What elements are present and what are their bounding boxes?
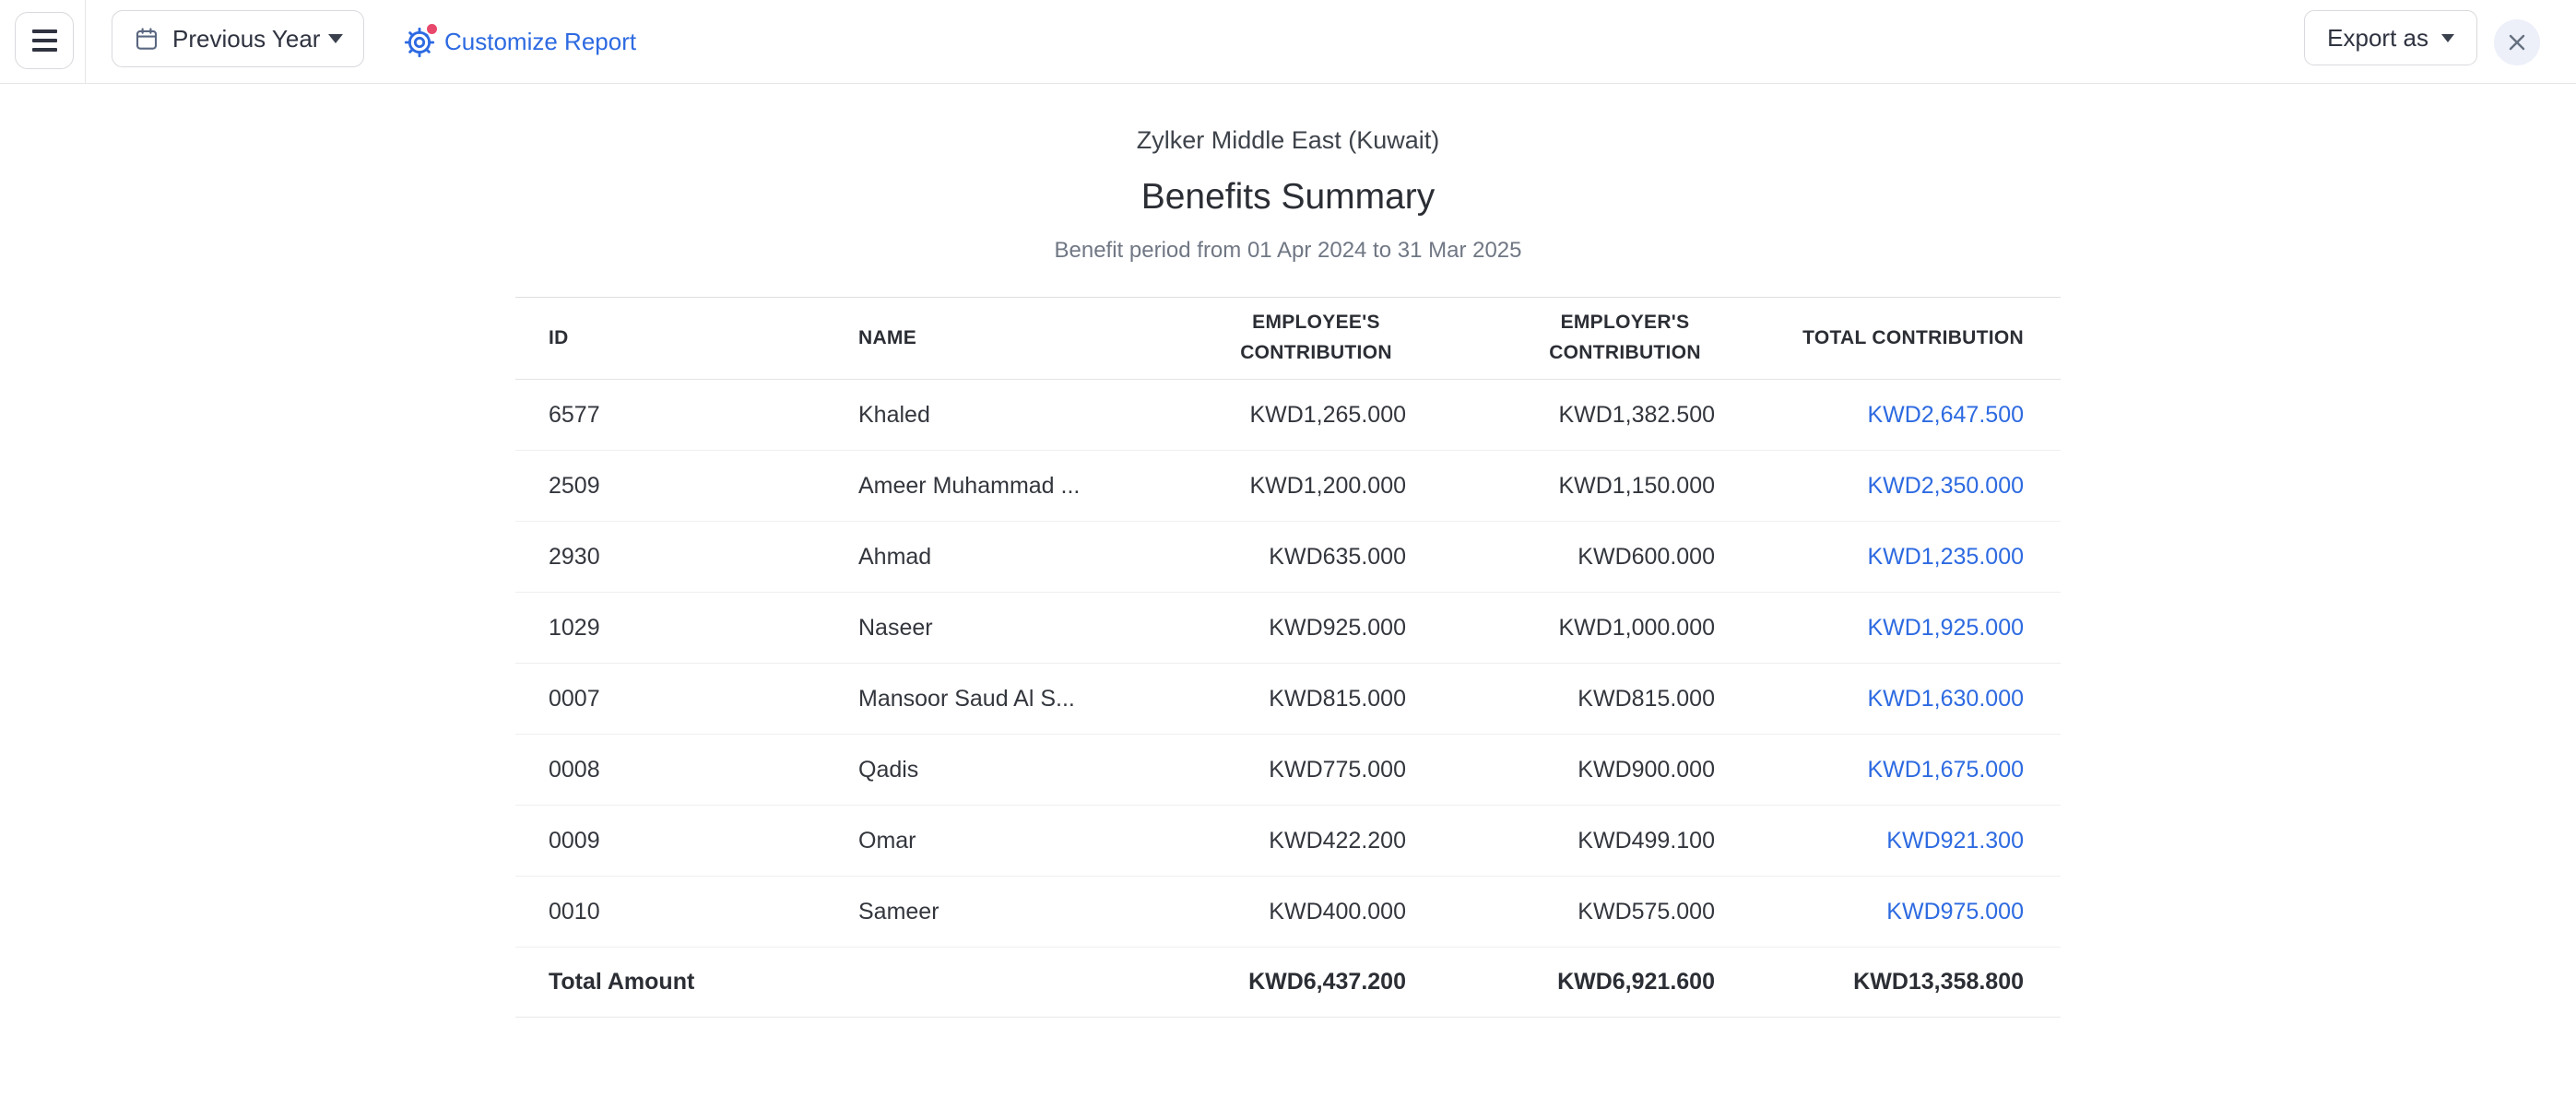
red-dot-badge	[425, 22, 439, 36]
table-row	[515, 593, 2061, 664]
customize-report-label: Customize Report	[444, 28, 637, 55]
cell-employee-contribution: KWD635.000	[1098, 522, 1406, 593]
cell-total-contribution	[1715, 380, 2061, 451]
customize-report-link[interactable]	[403, 0, 636, 84]
cell-employee-contribution: KWD775.000	[1098, 735, 1406, 806]
cell-total-contribution	[1715, 877, 2061, 948]
total-contribution-link[interactable]: KWD1,925.000	[1867, 614, 2024, 641]
cell-employer-contribution: KWD600.000	[1406, 522, 1715, 593]
hamburger-icon	[32, 29, 57, 33]
col-header-employer-contribution: EMPLOYER'S CONTRIBUTION	[1406, 298, 1715, 380]
total-total-contribution: KWD13,358.800	[1715, 948, 2061, 1018]
table-row	[515, 451, 2061, 522]
cell-employee-name: Ameer Muhammad ...	[858, 451, 1098, 522]
cell-employer-contribution: KWD499.100	[1406, 806, 1715, 877]
cell-employee-name: Mansoor Saud Al S...	[858, 664, 1098, 735]
cell-employer-contribution: KWD815.000	[1406, 664, 1715, 735]
table-row	[515, 380, 2061, 451]
total-contribution-link[interactable]: KWD2,647.500	[1867, 401, 2024, 428]
page-title: Benefits Summary	[1140, 177, 1436, 217]
cell-employee-name: Khaled	[858, 380, 1098, 451]
col-header-total-contribution: TOTAL CONTRIBUTION	[1715, 298, 2061, 380]
total-contribution-link[interactable]: KWD975.000	[1886, 898, 2024, 925]
cell-employee-contribution: KWD815.000	[1098, 664, 1406, 735]
table-row	[515, 522, 2061, 593]
col-header-employee-contribution: EMPLOYEE'S CONTRIBUTION	[1098, 298, 1406, 380]
cell-employer-contribution: KWD1,000.000	[1406, 593, 1715, 664]
close-button[interactable]	[2494, 19, 2540, 65]
report-header	[0, 126, 2576, 264]
total-contribution-link[interactable]: KWD921.300	[1886, 827, 2024, 854]
gear-icon	[403, 26, 436, 59]
benefits-table	[515, 297, 2061, 1018]
cell-employee-contribution: KWD1,200.000	[1098, 451, 1406, 522]
menu-button[interactable]	[15, 12, 74, 69]
total-contribution-link[interactable]: KWD1,235.000	[1867, 543, 2024, 570]
table-row	[515, 735, 2061, 806]
cell-total-contribution	[1715, 593, 2061, 664]
total-contribution-link[interactable]: KWD2,350.000	[1867, 472, 2024, 499]
total-contribution-link[interactable]: KWD1,630.000	[1867, 685, 2024, 712]
cell-employee-contribution: KWD422.200	[1098, 806, 1406, 877]
cell-employee-name: Sameer	[858, 877, 1098, 948]
cell-employee-id: 1029	[515, 593, 858, 664]
toolbar	[0, 0, 2576, 84]
cell-total-contribution	[1715, 806, 2061, 877]
cell-employer-contribution: KWD1,382.500	[1406, 380, 1715, 451]
company-name: Zylker Middle East (Kuwait)	[1136, 126, 1440, 154]
cell-employee-id: 0009	[515, 806, 858, 877]
cell-employee-name: Qadis	[858, 735, 1098, 806]
close-icon	[2506, 31, 2528, 53]
cell-total-contribution	[1715, 664, 2061, 735]
report-period: Benefit period from 01 Apr 2024 to 31 Mar 2025	[1054, 238, 1522, 263]
cell-employer-contribution: KWD900.000	[1406, 735, 1715, 806]
cell-employee-name: Ahmad	[858, 522, 1098, 593]
col-header-name: NAME	[858, 298, 1098, 380]
cell-employer-contribution: KWD1,150.000	[1406, 451, 1715, 522]
cell-employee-name: Naseer	[858, 593, 1098, 664]
period-selector-dropdown[interactable]	[112, 10, 364, 67]
table-row	[515, 806, 2061, 877]
table-header-row	[515, 298, 2061, 380]
cell-employee-contribution: KWD925.000	[1098, 593, 1406, 664]
toolbar-divider	[85, 0, 86, 83]
export-as-label: Export as	[2327, 23, 2428, 52]
cell-total-contribution	[1715, 451, 2061, 522]
cell-employee-id: 6577	[515, 380, 858, 451]
benefits-table-container	[515, 297, 2061, 1018]
col-header-id: ID	[515, 298, 858, 380]
cell-total-contribution	[1715, 735, 2061, 806]
total-contribution-link[interactable]: KWD1,675.000	[1867, 756, 2024, 783]
period-selector-value: Previous Year	[172, 24, 321, 53]
total-employer-contribution: KWD6,921.600	[1406, 948, 1715, 1018]
total-row-label: Total Amount	[515, 948, 858, 1018]
chevron-down-icon	[2441, 34, 2454, 42]
cell-employee-name: Omar	[858, 806, 1098, 877]
chevron-down-icon	[328, 34, 343, 43]
cell-employee-id: 2509	[515, 451, 858, 522]
cell-employee-id: 0008	[515, 735, 858, 806]
cell-employee-contribution: KWD400.000	[1098, 877, 1406, 948]
table-total-row	[515, 948, 2061, 1018]
cell-employee-id: 0007	[515, 664, 858, 735]
cell-employee-id: 0010	[515, 877, 858, 948]
table-row	[515, 664, 2061, 735]
cell-total-contribution	[1715, 522, 2061, 593]
table-row	[515, 877, 2061, 948]
cell-employer-contribution: KWD575.000	[1406, 877, 1715, 948]
total-employee-contribution: KWD6,437.200	[1098, 948, 1406, 1018]
cell-employee-id: 2930	[515, 522, 858, 593]
calendar-icon	[133, 25, 160, 53]
cell-employee-contribution: KWD1,265.000	[1098, 380, 1406, 451]
export-as-button[interactable]	[2304, 10, 2477, 65]
